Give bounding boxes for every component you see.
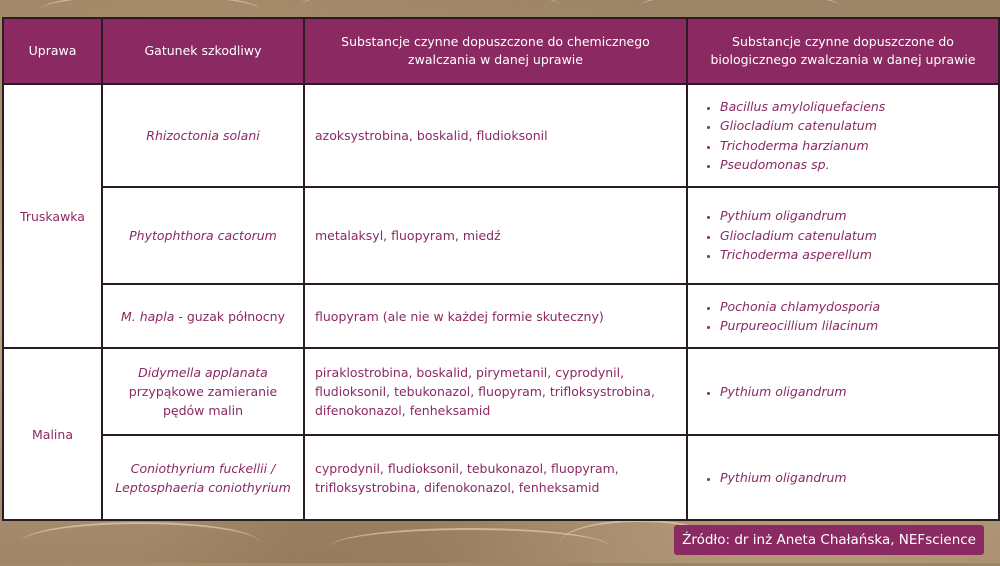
table-row — [3, 187, 999, 284]
pest-latin-name: Rhizoctonia solani — [146, 128, 260, 143]
pest-common-name: przypąkowe zamieranie pędów malin — [128, 384, 278, 418]
list-item: • Pythium oligandrum — [720, 468, 988, 488]
pesticide-table — [2, 17, 1000, 521]
crop-cell: Malina — [3, 348, 102, 520]
table-row — [3, 284, 999, 348]
header-crop: Uprawa — [3, 18, 102, 84]
crop-cell: Truskawka — [3, 84, 102, 348]
header-biological: Substancje czynne dopuszczone do biologicznego zwalczania w danej uprawie — [687, 18, 999, 84]
biological-cell — [687, 435, 999, 520]
list-item: • Pseudomonas sp. — [720, 155, 988, 175]
biological-cell — [687, 187, 999, 284]
pest-cell — [102, 284, 304, 348]
biological-list — [698, 468, 988, 488]
biological-list — [698, 97, 988, 175]
pest-common-name: - guzak północny — [174, 308, 286, 324]
pest-latin-name: Phytophthora cactorum — [129, 228, 277, 243]
list-item: • Bacillus amyloliquefaciens — [720, 97, 988, 117]
biological-list — [698, 206, 988, 265]
chemical-cell: cyprodynil, fludioksonil, tebukonazol, fluopyram, trifloksystrobina, difenokonazol, fenheksamid — [304, 435, 687, 520]
pest-latin-name: Coniothyrium fuckellii / Leptosphaeria coniothyrium — [115, 460, 291, 495]
biological-cell — [687, 348, 999, 435]
pest-cell — [102, 348, 304, 435]
list-item: • Trichoderma harzianum — [720, 136, 988, 156]
table-row — [3, 435, 999, 520]
chemical-cell: piraklostrobina, boskalid, pirymetanil, cyprodynil, fludioksonil, tebukonazol, fluopyram, trifloksystrobina, difenokonazol, fenheksamid — [304, 348, 687, 435]
header-chemical: Substancje czynne dopuszczone do chemicznego zwalczania w danej uprawie — [304, 18, 687, 84]
chemical-cell: azoksystrobina, boskalid, fludioksonil — [304, 84, 687, 187]
pest-latin-name: Didymella applanata — [138, 365, 268, 380]
list-item: • Pythium oligandrum — [720, 206, 988, 226]
biological-list — [698, 297, 988, 336]
biological-cell — [687, 84, 999, 187]
list-item: • Purpureocillium lilacinum — [720, 316, 988, 336]
list-item: • Gliocladium catenulatum — [720, 116, 988, 136]
table-row — [3, 84, 999, 187]
pest-latin-name: M. hapla — [120, 308, 175, 324]
header-row — [3, 18, 999, 84]
list-item: • Pythium oligandrum — [720, 382, 988, 402]
pest-cell — [102, 435, 304, 520]
header-pest: Gatunek szkodliwy — [102, 18, 304, 84]
list-item: • Trichoderma asperellum — [720, 245, 988, 265]
list-item: • Pochonia chlamydosporia — [720, 297, 988, 317]
chemical-cell: fluopyram (ale nie w każdej formie skuteczny) — [304, 284, 687, 348]
biological-list — [698, 382, 988, 402]
chemical-cell: metalaksyl, fluopyram, miedź — [304, 187, 687, 284]
list-item: • Gliocladium catenulatum — [720, 226, 988, 246]
pest-cell — [102, 187, 304, 284]
pest-cell — [102, 84, 304, 187]
biological-cell — [687, 284, 999, 348]
source-badge: Źródło: dr inż Aneta Chałańska, NEFscience — [674, 525, 984, 555]
table-row — [3, 348, 999, 435]
